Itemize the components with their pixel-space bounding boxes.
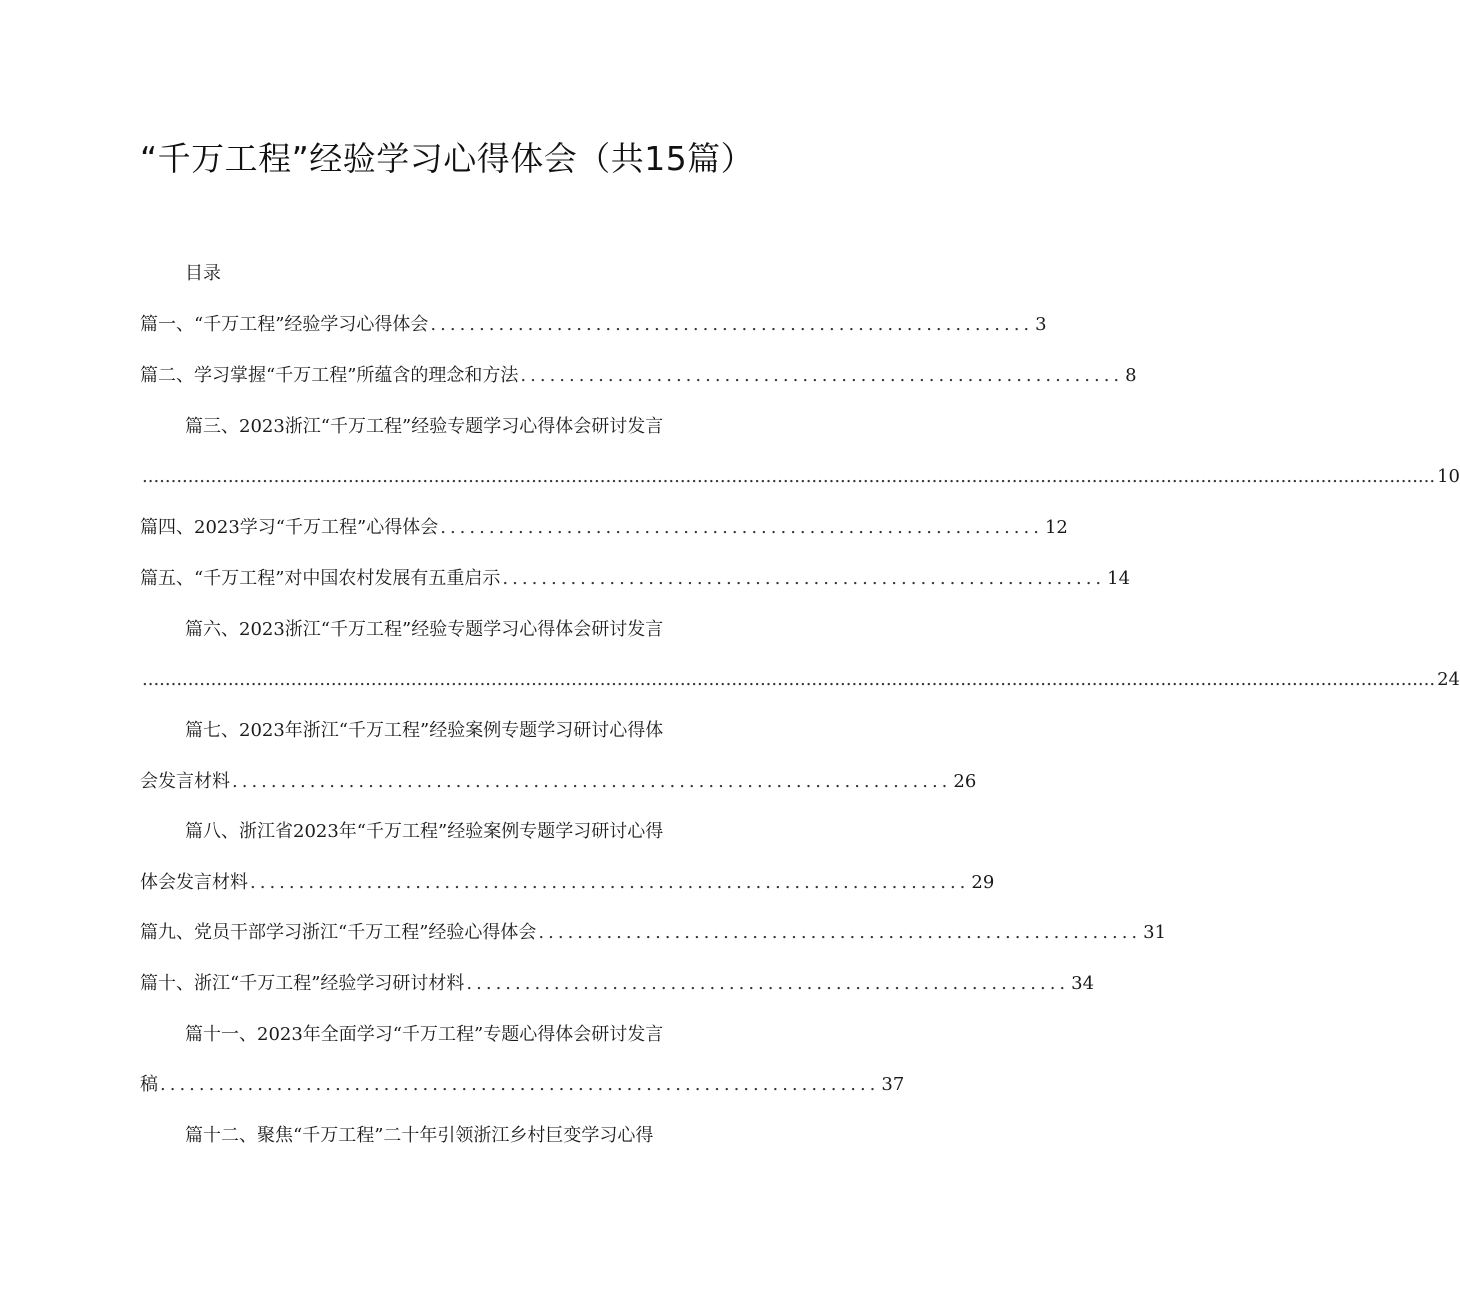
toc-entry-7-continuation[interactable] (140, 770, 977, 794)
toc-entry-3[interactable] (140, 415, 780, 439)
document-title: “千万工程”经验学习心得体会（共15篇） (140, 139, 755, 178)
toc-entry-4[interactable] (140, 516, 1068, 540)
toc-leader-dots: .......................................................................... (232, 771, 952, 792)
toc-page-number: 10 (1437, 466, 1460, 487)
toc-leader-dots: .............................................................. (502, 568, 1106, 589)
toc-entry-title: 篇六、2023浙江“千万工程”经验专题学习心得体会研讨发言 (185, 619, 664, 640)
toc-leader-dots: .............................................................. (520, 365, 1124, 386)
toc-page-number: 14 (1107, 568, 1131, 589)
toc-entry-title-continued: 会发言材料 (140, 771, 230, 792)
toc-heading: 目录 (185, 263, 221, 284)
toc-page-number: 3 (1035, 314, 1047, 335)
toc-entry-12[interactable] (140, 1124, 780, 1148)
toc-entry-5[interactable] (140, 567, 1131, 591)
toc-page-number: 31 (1143, 922, 1167, 943)
toc-page-number: 12 (1044, 517, 1068, 538)
toc-leader-dots: .............................................................. (538, 922, 1142, 943)
toc-entry-title: 篇一、“千万工程”经验学习心得体会 (140, 314, 429, 335)
toc-entry-title: 篇十、浙江“千万工程”经验学习研讨材料 (140, 973, 465, 994)
toc-page-number: 29 (971, 872, 995, 893)
toc-entry-title: 篇十一、2023年全面学习“千万工程”专题心得体会研讨发言 (185, 1024, 664, 1045)
toc-entry-title-continued: 体会发言材料 (140, 872, 248, 893)
toc-page-number: 37 (881, 1074, 905, 1095)
toc-entry-11[interactable] (140, 1023, 780, 1047)
toc-entry-title: 篇九、党员干部学习浙江“千万工程”经验心得体会 (140, 922, 537, 943)
toc-entry-title: 篇八、浙江省2023年“千万工程”经验案例专题学习研讨心得 (185, 821, 664, 842)
toc-leader-dots: .............................................................. (440, 517, 1043, 538)
toc-entry-6-continuation[interactable] (140, 668, 1460, 692)
toc-entry-7[interactable] (140, 719, 780, 743)
toc-entry-title: 篇二、学习掌握“千万工程”所蕴含的理念和方法 (140, 365, 519, 386)
toc-page-number: 8 (1125, 365, 1137, 386)
toc-entry-title: 篇十二、聚焦“千万工程”二十年引领浙江乡村巨变学习心得 (185, 1125, 654, 1146)
toc-leader-dots: .............................................................. (430, 314, 1034, 335)
toc-entry-6[interactable] (140, 618, 780, 642)
toc-page-number: 34 (1071, 973, 1095, 994)
toc-entry-1[interactable] (140, 313, 1047, 337)
toc-entry-3-continuation[interactable] (140, 465, 1460, 489)
toc-leader-dots: .......................................................................... (250, 872, 970, 893)
toc-entry-title: 篇五、“千万工程”对中国农村发展有五重启示 (140, 568, 501, 589)
toc-entry-title: 篇三、2023浙江“千万工程”经验专题学习心得体会研讨发言 (185, 416, 664, 437)
toc-entry-10[interactable] (140, 972, 1095, 996)
toc-entry-11-continuation[interactable] (140, 1073, 905, 1097)
toc-page-number: 26 (953, 771, 977, 792)
toc-entry-2[interactable] (140, 364, 1137, 388)
toc-entry-8-continuation[interactable] (140, 871, 995, 895)
toc-leader-dots: .......................................................................... (160, 1074, 880, 1095)
toc-entry-title-continued: 稿 (140, 1074, 158, 1095)
toc-leader-dots: .............................................................. (466, 973, 1070, 994)
toc-entry-title: 篇四、2023学习“千万工程”心得体会 (140, 517, 439, 538)
toc-leader-dots: .................................................................................................................................................................................................................................. (142, 466, 1436, 487)
toc-entry-9[interactable] (140, 921, 1167, 945)
toc-entry-title: 篇七、2023年浙江“千万工程”经验案例专题学习研讨心得体 (185, 720, 664, 741)
toc-leader-dots: .................................................................................................................................................................................................................................. (142, 669, 1436, 690)
toc-entry-8[interactable] (140, 820, 780, 844)
toc-page-number: 24 (1437, 669, 1460, 690)
